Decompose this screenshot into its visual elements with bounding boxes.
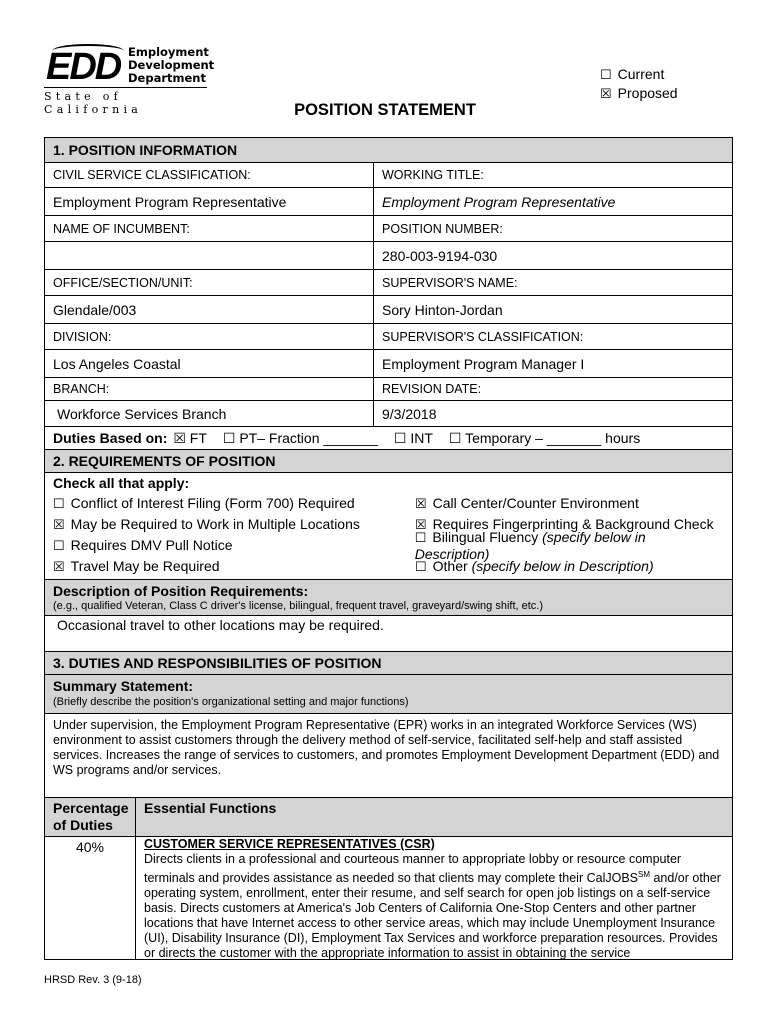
supervisor-name-label: SUPERVISOR'S NAME:	[382, 275, 518, 290]
civil-service-field[interactable]: Employment Program Representative	[45, 188, 374, 215]
duties-temporary-checkbox[interactable]: ☐ Temporary – _______ hours	[448, 429, 641, 446]
summary-statement-field[interactable]: Under supervision, the Employment Program Representative (EPR) works in an integrated Workforce Services (WS) environment to assist customers through the delivery method of self-service, facilitated self-help and staff assisted services. Increases the range of services to customers, and promotes Employment Development Department (EDD) and WS programs and/or services.	[45, 713, 732, 797]
supervisor-class-label: SUPERVISOR'S CLASSIFICATION:	[382, 329, 584, 344]
row-values-3	[45, 295, 732, 323]
row-labels-5	[45, 377, 732, 400]
working-title-label: WORKING TITLE:	[382, 168, 484, 182]
function-description-field[interactable]	[136, 837, 732, 959]
summary-title: Summary Statement:	[53, 678, 194, 694]
duties-based-label: Duties Based on:	[53, 430, 168, 446]
percentage-field[interactable]: 40%	[45, 837, 136, 959]
duties-ft-checkbox[interactable]: ☒ FT	[173, 429, 207, 446]
description-field[interactable]: Occasional travel to other locations may be required.	[45, 615, 732, 651]
requirements-checklist	[45, 472, 732, 579]
office-label: OFFICE/SECTION/UNIT:	[45, 270, 374, 295]
row-values-5	[45, 400, 732, 426]
proposed-checkbox[interactable]: ☒	[600, 86, 612, 101]
requirement-item[interactable]: ☒ Requires Fingerprinting & Background Check	[415, 516, 714, 532]
division-field[interactable]: Los Angeles Coastal	[45, 350, 374, 377]
check-row	[53, 529, 724, 562]
duties-int-checkbox[interactable]: ☐ INT	[393, 429, 433, 446]
civil-service-label: CIVIL SERVICE CLASSIFICATION:	[45, 163, 374, 187]
requirement-checkbox[interactable]: ☐	[415, 559, 427, 574]
status-current[interactable]	[600, 65, 678, 84]
proposed-label: Proposed	[617, 85, 678, 101]
duties-based-row	[45, 426, 732, 449]
requirement-checkbox[interactable]: ☒	[415, 496, 427, 511]
functions-header	[45, 797, 732, 836]
description-title: Description of Position Requirements:	[53, 583, 309, 599]
function-title: CUSTOMER SERVICE REPRESENTATIVES (CSR)	[144, 837, 435, 851]
edd-logo	[44, 44, 224, 116]
percentage-header: Percentage of Duties	[45, 798, 136, 836]
duties-pt-checkbox[interactable]: ☐ PT– Fraction _______	[222, 429, 378, 446]
requirement-item[interactable]: ☐ Bilingual Fluency (specify below in Description)	[414, 529, 646, 562]
requirement-item[interactable]: ☐ Other (specify below in Description)	[415, 558, 654, 574]
revision-date-label: REVISION DATE:	[382, 382, 482, 396]
check-row	[53, 493, 724, 514]
requirement-checkbox[interactable]: ☐	[53, 538, 65, 553]
working-title-field[interactable]: Employment Program Representative	[382, 193, 616, 210]
supervisor-name-field[interactable]: Sory Hinton-Jordan	[382, 301, 503, 318]
function-row	[45, 836, 732, 959]
description-header	[45, 579, 732, 615]
revision-date-field[interactable]: 9/3/2018	[382, 405, 437, 422]
section3-header: 3. DUTIES AND RESPONSIBILITIES OF POSITION	[45, 651, 732, 674]
description-hint: (e.g., qualified Veteran, Class C driver's license, bilingual, frequent travel, graveyard/swing shift, etc.)	[53, 600, 543, 612]
row-values-4	[45, 349, 732, 377]
status-options	[600, 65, 678, 103]
section1-header: 1. POSITION INFORMATION	[45, 138, 732, 162]
position-form	[44, 137, 733, 960]
row-labels-3	[45, 269, 732, 295]
incumbent-field[interactable]	[45, 242, 374, 269]
function-text: Directs clients in a professional and courteous manner to appropriate lobby or resource computer terminals and provides assistance as needed so that clients may complete their CalJOBS℠ and/or other operating system, enrollment, enter their resume, and self search for open job listings on a self-service basis. Directs customers at America's Job Centers of California One-Stop Centers and other partner locations that have Internet access to other service areas, which may include Unemployment Insurance (UI), Disability Insurance (DI), Employment Tax Services and workforce preparation resources. Provides or directs the customer with the appropriate information to assist in obtaining the service	[144, 852, 721, 961]
requirement-item[interactable]: ☒ Travel May be Required	[53, 558, 220, 574]
logo-state: State of California	[44, 90, 143, 116]
requirement-item[interactable]: ☒ May be Required to Work in Multiple Locations	[53, 516, 360, 532]
branch-label: BRANCH:	[45, 378, 374, 400]
current-label: Current	[617, 66, 665, 82]
office-field[interactable]: Glendale/003	[45, 296, 374, 323]
requirement-checkbox[interactable]: ☐	[414, 530, 427, 545]
branch-field[interactable]: Workforce Services Branch	[45, 401, 374, 426]
requirement-checkbox[interactable]: ☒	[53, 559, 65, 574]
requirement-item[interactable]: ☐ Requires DMV Pull Notice	[53, 537, 233, 553]
logo-rule	[44, 87, 207, 88]
requirement-checkbox[interactable]: ☒	[53, 517, 65, 532]
row-values-2	[45, 241, 732, 269]
current-checkbox[interactable]: ☐	[600, 67, 612, 82]
summary-hint: (Briefly describe the position's organizational setting and major functions)	[53, 696, 409, 708]
section2-header: 2. REQUIREMENTS OF POSITION	[45, 449, 732, 472]
form-revision-footer: HRSD Rev. 3 (9-18)	[44, 974, 142, 986]
incumbent-label: NAME OF INCUMBENT:	[45, 216, 374, 241]
essential-functions-header: Essential Functions	[144, 800, 277, 816]
division-label: DIVISION:	[45, 324, 374, 349]
check-all-label: Check all that apply:	[53, 475, 190, 491]
row-labels-2	[45, 215, 732, 241]
row-values-1	[45, 187, 732, 215]
check-row	[53, 556, 724, 577]
requirement-checkbox[interactable]: ☒	[415, 517, 427, 532]
page-title: POSITION STATEMENT	[294, 101, 476, 119]
summary-header	[45, 674, 732, 713]
position-number-field[interactable]: 280-003-9194-030	[382, 247, 498, 264]
requirement-checkbox[interactable]: ☐	[53, 496, 65, 511]
supervisor-class-field[interactable]: Employment Program Manager I	[382, 355, 585, 372]
requirement-item[interactable]: ☐ Conflict of Interest Filing (Form 700) Required	[53, 495, 355, 511]
row-labels-1	[45, 162, 732, 187]
requirement-item[interactable]: ☒ Call Center/Counter Environment	[415, 495, 639, 511]
position-number-label: POSITION NUMBER:	[382, 221, 503, 236]
row-labels-4	[45, 323, 732, 349]
logo-abbr: EDD	[46, 46, 121, 88]
logo-department-name: Employment Development Department	[128, 45, 215, 85]
